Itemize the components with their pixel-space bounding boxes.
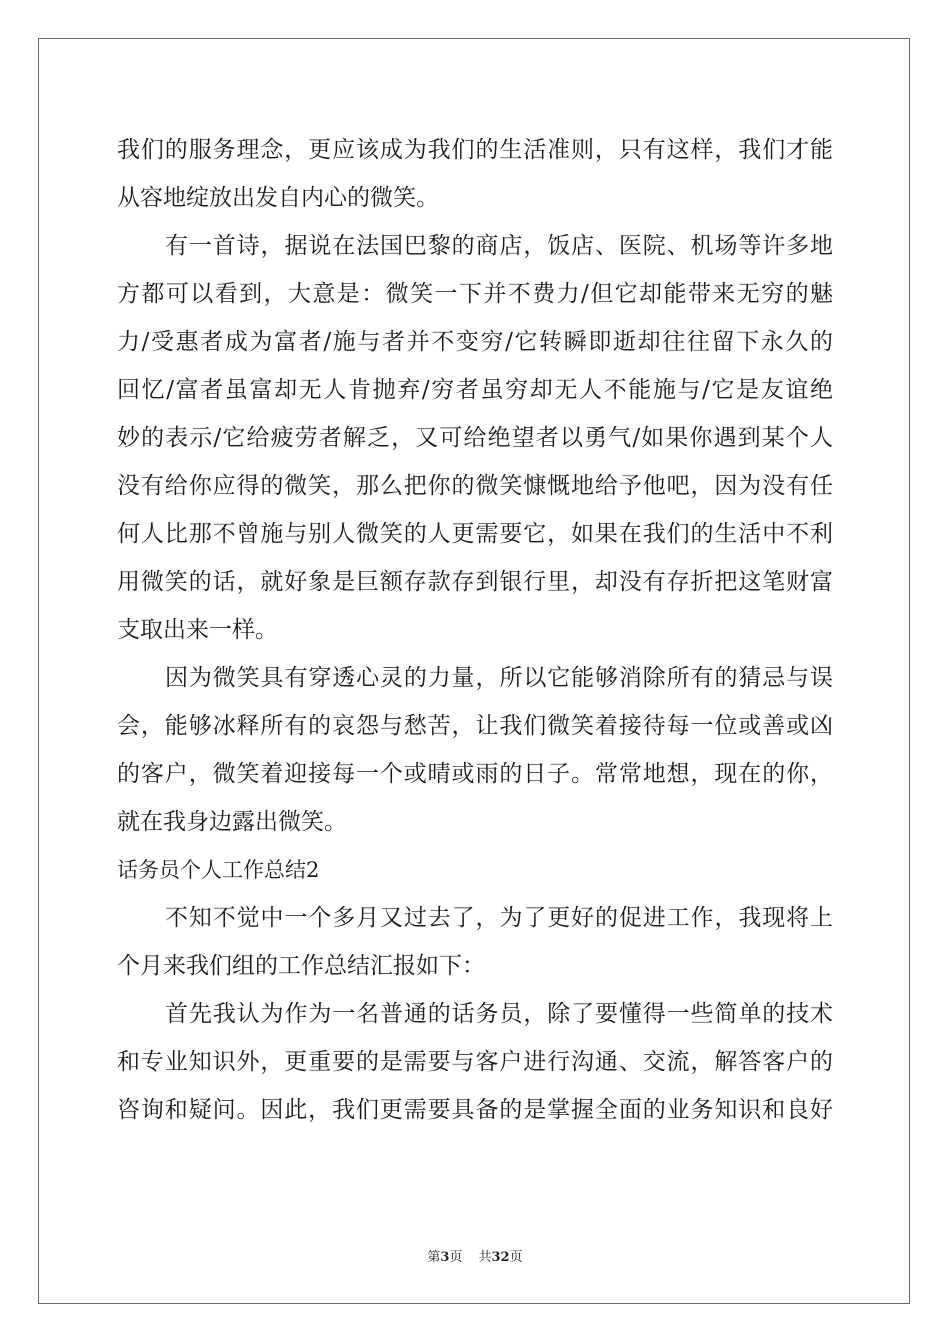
text-line: 就在我身边露出微笑。 (117, 809, 347, 835)
paragraph-block (117, 126, 833, 846)
text-line: 首先我认为作为一名普通的话务员，除了要懂得一些简单的技术 (165, 1001, 833, 1027)
footer-total-unit: 页 (509, 1250, 523, 1265)
text-line: 回忆/富者虽富却无人肯抛弃/穷者虽穷却无人不能施与/它是友谊绝 (117, 377, 833, 403)
text-line: 妙的表示/它给疲劳者解乏，又可给绝望者以勇气/如果你遇到某个人 (117, 425, 833, 451)
page-footer (0, 1246, 950, 1265)
text-line: 会，能够冰释所有的哀怨与愁苦，让我们微笑着接待每一位或善或凶 (117, 713, 833, 739)
text-line: 用微笑的话，就好象是巨额存款存到银行里，却没有存折把这笔财富 (117, 569, 833, 595)
page-number: 3 (440, 1250, 450, 1265)
text-line: 支取出来一样。 (117, 617, 278, 643)
text-line: 方都可以看到，大意是：微笑一下并不费力/但它却能带来无穷的魅 (117, 281, 833, 307)
text-line: 力/受惠者成为富者/施与者并不变穷/它转瞬即逝却往往留下永久的 (117, 329, 833, 355)
text-line: 有一首诗，据说在法国巴黎的商店，饭店、医院、机场等许多地 (165, 233, 833, 259)
text-line: 个月来我们组的工作总结汇报如下： (117, 953, 485, 979)
text-line: 没有给你应得的微笑，那么把你的微笑慷慨地给予他吧，因为没有任 (117, 473, 833, 499)
text-line: 我们的服务理念，更应该成为我们的生活准则，只有这样，我们才能 (117, 137, 833, 163)
document-body (117, 126, 833, 1134)
text-line: 的客户，微笑着迎接每一个或晴或雨的日子。常常地想，现在的你， (117, 761, 833, 787)
footer-page-unit: 页 (449, 1250, 463, 1265)
text-line: 因为微笑具有穿透心灵的力量，所以它能够消除所有的猜忌与误 (165, 665, 833, 691)
total-pages: 32 (491, 1250, 510, 1265)
text-line: 咨询和疑问。因此，我们更需要具备的是掌握全面的业务知识和良好 (117, 1097, 833, 1123)
text-line: 和专业知识外，更重要的是需要与客户进行沟通、交流，解答客户的 (117, 1049, 833, 1075)
text-line: 不知不觉中一个多月又过去了，为了更好的促进工作，我现将上 (165, 905, 833, 931)
text-line: 何人比那不曾施与别人微笑的人更需要它，如果在我们的生活中不利 (117, 521, 833, 547)
paragraph-block (117, 894, 833, 1134)
footer-prefix: 第 (427, 1250, 441, 1265)
footer-total-prefix: 共 (478, 1250, 492, 1265)
text-line: 从容地绽放出发自内心的微笑。 (117, 185, 439, 211)
section-heading: 话务员个人工作总结2 (117, 858, 320, 882)
